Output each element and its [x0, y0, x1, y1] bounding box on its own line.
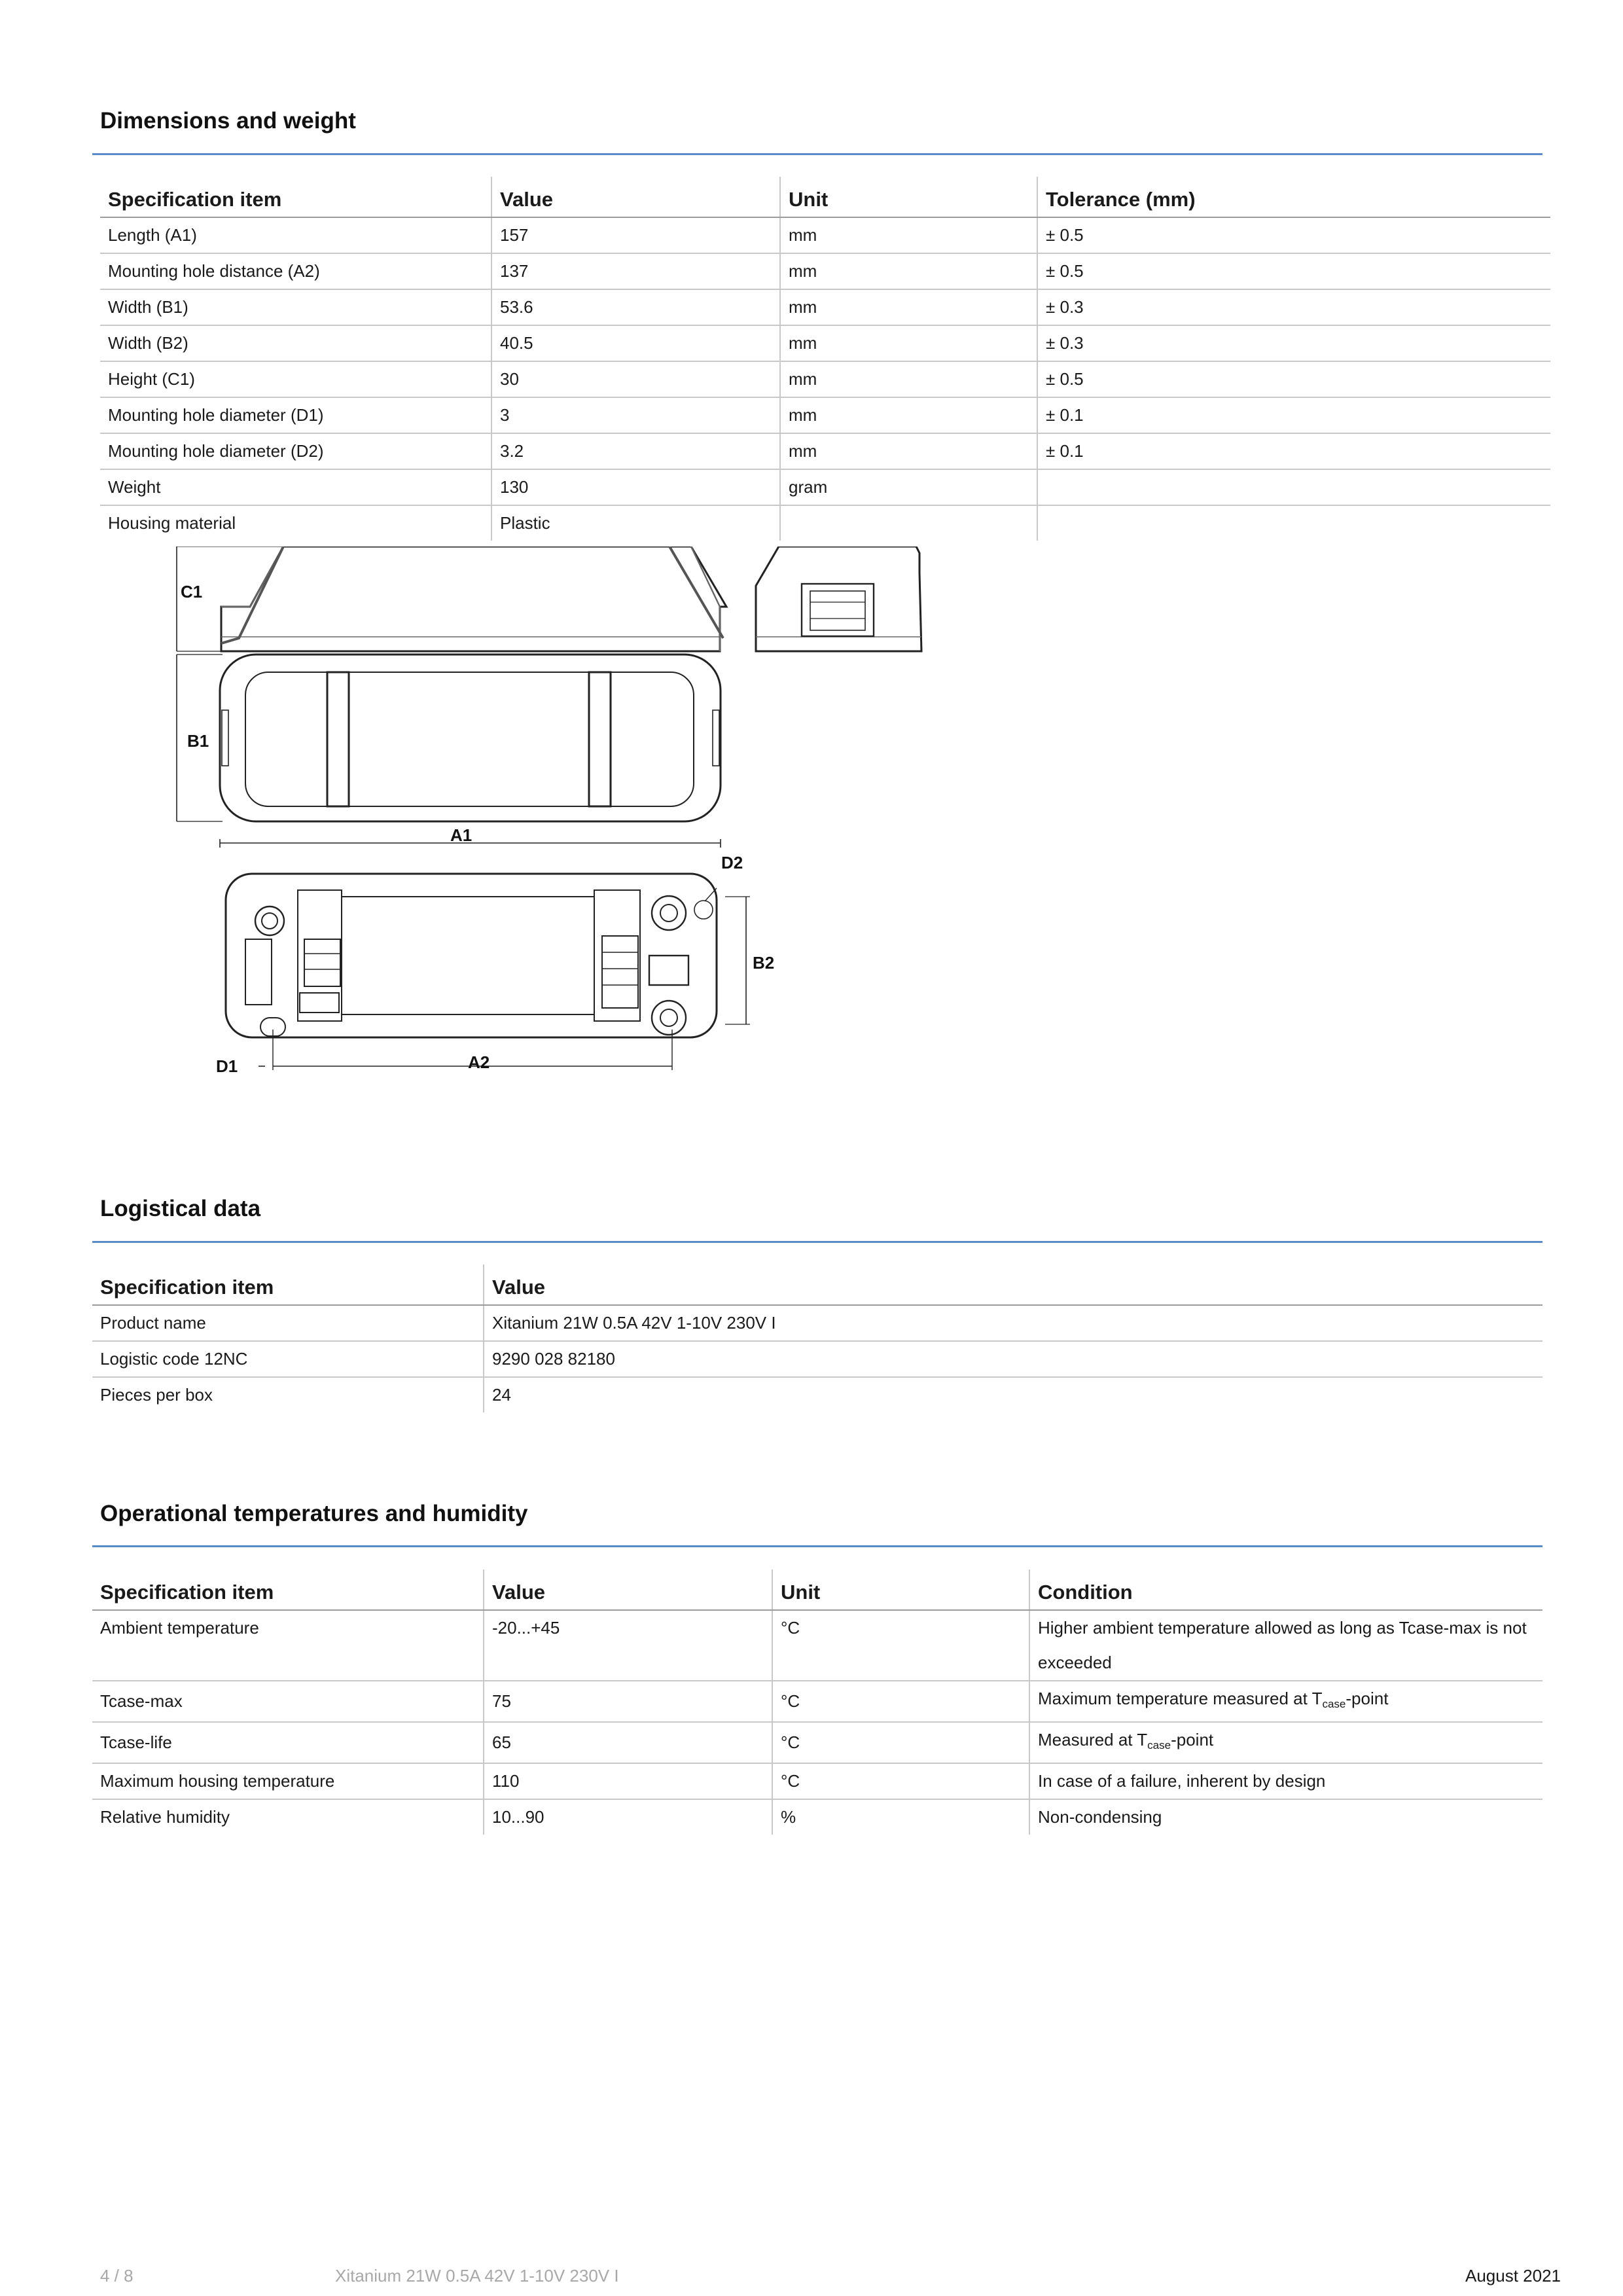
cell-tolerance: ± 0.5: [1037, 217, 1550, 253]
logistical-table: [92, 1265, 1543, 1412]
cell-value: Xitanium 21W 0.5A 42V 1-10V 230V I: [484, 1305, 1543, 1341]
cell-unit: mm: [780, 361, 1037, 397]
section-title-operational: Operational temperatures and humidity: [100, 1501, 528, 1526]
cell-unit: °C: [772, 1722, 1029, 1763]
cell-item: Tcase-life: [92, 1722, 484, 1763]
label-b2: B2: [753, 953, 775, 973]
cell-item: Ambient temperature: [92, 1610, 484, 1681]
cell-tolerance: ± 0.5: [1037, 253, 1550, 289]
column-header: Unit: [780, 177, 1037, 217]
cell-unit: °C: [772, 1681, 1029, 1722]
cell-item: Mounting hole diameter (D2): [100, 433, 491, 469]
cell-item: Product name: [92, 1305, 484, 1341]
cell-value: 24: [484, 1377, 1543, 1412]
cell-unit: mm: [780, 397, 1037, 433]
cell-value: 30: [491, 361, 780, 397]
cell-tolerance: [1037, 505, 1550, 541]
cell-value: 40.5: [491, 325, 780, 361]
cell-item: Width (B1): [100, 289, 491, 325]
cell-item: Logistic code 12NC: [92, 1341, 484, 1377]
cell-tolerance: ± 0.1: [1037, 433, 1550, 469]
table-row: [100, 361, 1550, 397]
cell-condition: Higher ambient temperature allowed as long as Tcase-max is not exceeded: [1029, 1610, 1543, 1681]
side-view: [177, 547, 726, 651]
cell-item: Length (A1): [100, 217, 491, 253]
cell-tolerance: ± 0.5: [1037, 361, 1550, 397]
operational-table: [92, 1570, 1543, 1835]
label-d1: D1: [216, 1056, 238, 1076]
cell-unit: mm: [780, 217, 1037, 253]
footer-product-name: Xitanium 21W 0.5A 42V 1-10V 230V I: [335, 2266, 619, 2286]
top-view: [177, 655, 721, 848]
table-row: [92, 1610, 1543, 1681]
column-header: Unit: [772, 1570, 1029, 1610]
cell-unit: °C: [772, 1763, 1029, 1799]
cell-unit: °C: [772, 1610, 1029, 1681]
cell-value: 3.2: [491, 433, 780, 469]
dimension-drawing: [157, 547, 955, 1096]
section-title-dimensions: Dimensions and weight: [100, 108, 356, 134]
cell-item: Tcase-max: [92, 1681, 484, 1722]
section-rule: [92, 1545, 1543, 1547]
cell-item: Weight: [100, 469, 491, 505]
cell-value: 10...90: [484, 1799, 772, 1835]
cell-unit: mm: [780, 289, 1037, 325]
table-row: [100, 433, 1550, 469]
end-view: [756, 547, 921, 651]
cell-unit: %: [772, 1799, 1029, 1835]
table-row: [100, 217, 1550, 253]
cell-tolerance: ± 0.1: [1037, 397, 1550, 433]
table-row: [92, 1305, 1543, 1341]
label-a1: A1: [450, 825, 473, 845]
cell-value: 137: [491, 253, 780, 289]
table-row: [92, 1681, 1543, 1722]
cell-value: -20...+45: [484, 1610, 772, 1681]
table-row: [100, 253, 1550, 289]
table-row: [92, 1799, 1543, 1835]
cell-unit: gram: [780, 469, 1037, 505]
cell-value: 3: [491, 397, 780, 433]
column-header: Value: [484, 1570, 772, 1610]
cell-condition: Measured at $T_{case}$-point: [1029, 1722, 1543, 1763]
cell-item: Mounting hole diameter (D1): [100, 397, 491, 433]
table-row: [100, 505, 1550, 541]
cell-unit: mm: [780, 253, 1037, 289]
column-header: Specification item: [100, 177, 491, 217]
table-header-row: [92, 1265, 1543, 1305]
cell-item: Width (B2): [100, 325, 491, 361]
table-row: [92, 1763, 1543, 1799]
table-row: [92, 1377, 1543, 1412]
cell-item: Height (C1): [100, 361, 491, 397]
table-row: [100, 397, 1550, 433]
cell-value: 53.6: [491, 289, 780, 325]
table-row: [100, 289, 1550, 325]
section-title-logistical: Logistical data: [100, 1196, 261, 1221]
label-d2: D2: [721, 853, 743, 872]
column-header: Value: [491, 177, 780, 217]
column-header: Specification item: [92, 1570, 484, 1610]
cell-item: Housing material: [108, 513, 236, 533]
cell-value: 130: [491, 469, 780, 505]
dimensions-table: [100, 177, 1550, 541]
cell-value: 9290 028 82180: [484, 1341, 1543, 1377]
cell-value: 157: [491, 217, 780, 253]
cell-value: Plastic: [491, 505, 780, 541]
footer-date: August 2021: [1465, 2266, 1561, 2286]
cell-unit: [780, 505, 1037, 541]
cell-value: 110: [484, 1763, 772, 1799]
cell-condition: Maximum temperature measured at $T_{case}$-point: [1029, 1681, 1543, 1722]
table-row: [92, 1341, 1543, 1377]
cell-value: 65: [484, 1722, 772, 1763]
table-header-row: [92, 1570, 1543, 1610]
label-c1: C1: [181, 582, 203, 601]
cell-tolerance: ± 0.3: [1037, 325, 1550, 361]
cell-condition: Non-condensing: [1029, 1799, 1543, 1835]
cell-unit: mm: [780, 433, 1037, 469]
cell-item: Maximum housing temperature: [92, 1763, 484, 1799]
cell-tolerance: [1037, 469, 1550, 505]
section-rule: [92, 1241, 1543, 1243]
table-row: [100, 325, 1550, 361]
cell-value: 75: [484, 1681, 772, 1722]
section-rule: [92, 153, 1543, 155]
cell-item: Mounting hole distance (A2): [100, 253, 491, 289]
cell-item: Relative humidity: [100, 1807, 230, 1827]
cell-condition: In case of a failure, inherent by design: [1029, 1763, 1543, 1799]
column-header: Specification item: [92, 1265, 484, 1305]
cell-unit: mm: [780, 325, 1037, 361]
column-header: Condition: [1029, 1570, 1543, 1610]
label-b1: B1: [187, 731, 209, 751]
cell-item: Pieces per box: [100, 1385, 213, 1405]
label-a2: A2: [468, 1052, 490, 1072]
table-row: [92, 1722, 1543, 1763]
table-header-row: [100, 177, 1550, 217]
footer-page-number: 4 / 8: [100, 2266, 134, 2286]
table-row: [100, 469, 1550, 505]
column-header: Value: [484, 1265, 1543, 1305]
column-header: Tolerance (mm): [1037, 177, 1550, 217]
bottom-view: [226, 874, 750, 1070]
cell-tolerance: ± 0.3: [1037, 289, 1550, 325]
